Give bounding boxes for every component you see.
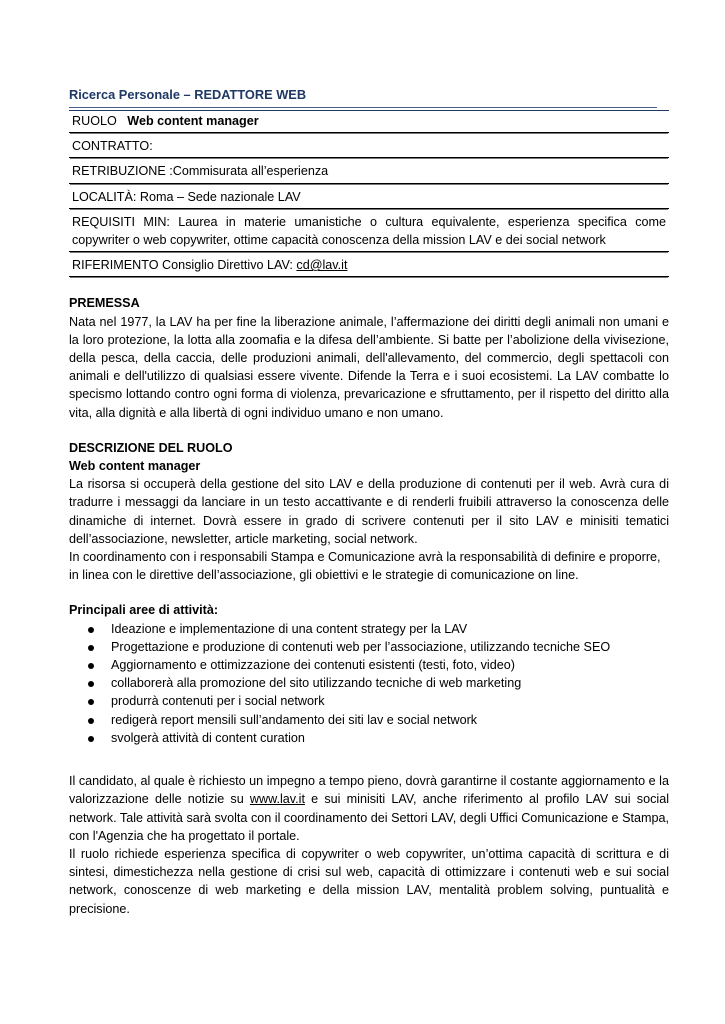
info-row-riferimento [69, 255, 669, 277]
bullet-icon [88, 699, 94, 705]
page-title: Ricerca Personale – REDATTORE WEB [69, 86, 657, 108]
list-item: redigerà report mensili sull’andamento dei siti lav e social network [69, 711, 669, 729]
riferimento-label: RIFERIMENTO Consiglio Direttivo LAV: [72, 258, 297, 273]
descrizione-paragraph-1: La risorsa si occuperà della gestione del sito LAV e della produzione di contenuti per il web. Avrà cura di tradurre i messaggi da lanciare in un testo accattivante e di renderli fruibili attraverso la conoscenza delle dinamiche di internet. Dovrà essere in grado di scrivere contenuti per il sito LAV e minisiti tematici dell’associazione, newsletter, article marketing, social network. [69, 477, 669, 546]
candidato-paragraph-2: Il ruolo richiede esperienza specifica di copywriter o web copywriter, un’ottima capacità di scrittura e di sintesi, dimestichezza nella gestione di crisi sul web, capacità di ottimizzare i contenuti web e sui social network, conoscenze di web marketing e della mission LAV, mentalità problem solving, puntualità e precisione. [69, 846, 669, 916]
website-link[interactable]: www.lav.it [249, 792, 305, 807]
info-row-retribuzione: RETRIBUZIONE :Commisurata all’esperienza [69, 161, 669, 183]
premessa-text: Nata nel 1977, la LAV ha per fine la liberazione animale, l’affermazione dei diritti degli animali non umani e la loro protezione, la lotta alla zoomafia e la difesa dell’ambiente. Si batte per l’abolizione della vivisezione, della pesca, della caccia, delle produzioni animali, dell'allevamento, del commercio, degli spettacoli con animali e dell'utilizzo di qualsiasi essere vivente. Difende la Terra e i suoi ecosistemi. La LAV combatte lo specismo lottando contro ogni forma di violenza, prevaricazione e sfruttamento, per il rispetto del diritto alla vita, alla dignità e alla libertà di ogni individuo umano e non umano. [69, 314, 669, 420]
ruolo-label: RUOLO [72, 114, 117, 128]
info-table [69, 110, 669, 277]
list-item: Aggiornamento e ottimizzazione dei contenuti esistenti (testi, foto, video) [69, 656, 669, 674]
email-link[interactable]: cd@lav.it [296, 258, 348, 273]
descrizione-paragraph-2: In coordinamento con i responsabili Stampa e Comunicazione avrà la responsabilità di definire e proporre, in linea con le direttive dell’associazione, gli obiettivi e le strategie di comunicazione on line. [69, 550, 661, 583]
attivita-heading: Principali aree di attività: [69, 603, 219, 618]
descrizione-section [69, 439, 669, 585]
list-item: produrrà contenuti per i social network [69, 692, 669, 710]
bullet-icon [88, 681, 94, 687]
bullet-icon [88, 645, 94, 651]
ruolo-value: Web content manager [127, 114, 259, 128]
bullet-icon [88, 718, 94, 724]
attivita-section [69, 601, 669, 747]
list-item: svolgerà attività di content curation [69, 729, 669, 747]
bullet-icon [88, 627, 94, 633]
descrizione-heading: DESCRIZIONE DEL RUOLO [69, 440, 233, 455]
document-page [69, 86, 669, 918]
attivita-list [69, 620, 669, 747]
candidato-section [69, 772, 669, 918]
info-row-localita: LOCALITÀ: Roma – Sede nazionale LAV [69, 187, 669, 209]
candidato-paragraph-1: Il candidato, al quale è richiesto un impegno a tempo pieno, dovrà garantirne il costante aggiornamento e la valorizzazione delle notizie su www.lav.it e sui minisiti LAV, anche riferimento al profilo LAV sui social network. Tale attività sarà svolta con il coordinamento dei Settori LAV, degli Uffici Comunicazione e Stampa, con l'Agenzia che ha progettato il portale. [69, 774, 669, 843]
descrizione-subheading: Web content manager [69, 459, 201, 474]
list-item: Ideazione e implementazione di una content strategy per la LAV [69, 620, 669, 638]
info-row-contratto: CONTRATTO: [69, 136, 669, 158]
premessa-section [69, 294, 669, 421]
list-item: Progettazione e produzione di contenuti web per l’associazione, utilizzando tecniche SEO [69, 638, 669, 656]
premessa-heading: PREMESSA [69, 296, 140, 311]
bullet-icon [88, 736, 94, 742]
list-item: collaborerà alla promozione del sito utilizzando tecniche di web marketing [69, 674, 669, 692]
bullet-icon [88, 663, 94, 669]
info-row-ruolo [69, 111, 669, 133]
info-row-requisiti: REQUISITI MIN: Laurea in materie umanistiche o cultura equivalente, esperienza specifica come copywriter o web copywriter, ottime capacità conoscenza della mission LAV e dei social network [69, 212, 669, 252]
